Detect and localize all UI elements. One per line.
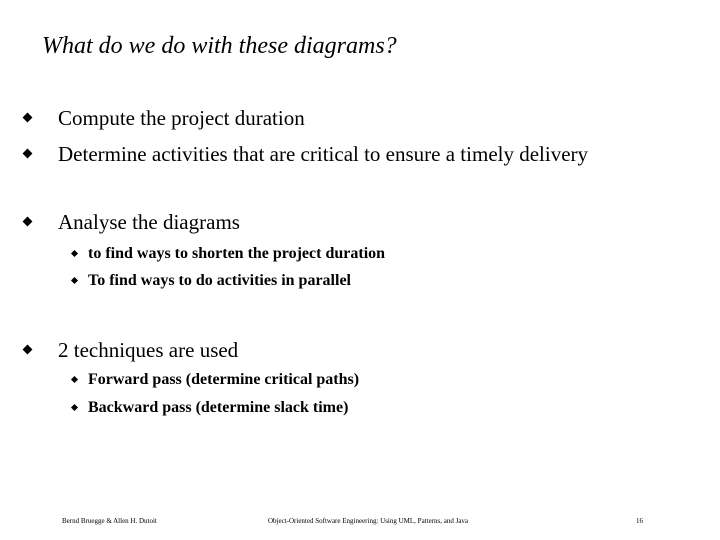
sub-bullet-text: Backward pass (determine slack time) <box>88 399 349 416</box>
sub-bullet-text: To find ways to do activities in parallel <box>88 272 351 289</box>
bullet-text: 2 techniques are used <box>58 338 239 362</box>
footer-authors: Bernd Bruegge & Allen H. Dutoit <box>62 517 157 525</box>
diamond-bullet-icon <box>23 345 33 355</box>
diamond-bullet-icon <box>23 113 33 123</box>
bullet-text: Determine activities that are critical to ensure a timely delivery <box>58 142 589 166</box>
diamond-bullet-icon <box>23 149 33 159</box>
bullet-text: Analyse the diagrams <box>58 210 240 234</box>
small-diamond-bullet-icon <box>71 277 78 284</box>
small-diamond-bullet-icon <box>71 250 78 257</box>
footer-page-number: 16 <box>636 517 643 525</box>
sub-bullet-text: Forward pass (determine critical paths) <box>88 371 360 388</box>
sub-bullet-text: to find ways to shorten the project duration <box>88 245 386 262</box>
small-diamond-bullet-icon <box>71 404 78 411</box>
slide-title: What do we do with these diagrams? <box>42 33 397 59</box>
small-diamond-bullet-icon <box>71 376 78 383</box>
bullet-text: Compute the project duration <box>58 106 305 130</box>
diamond-bullet-icon <box>23 217 33 227</box>
footer-book-title: Object-Oriented Software Engineering: Using UML, Patterns, and Java <box>268 517 469 525</box>
